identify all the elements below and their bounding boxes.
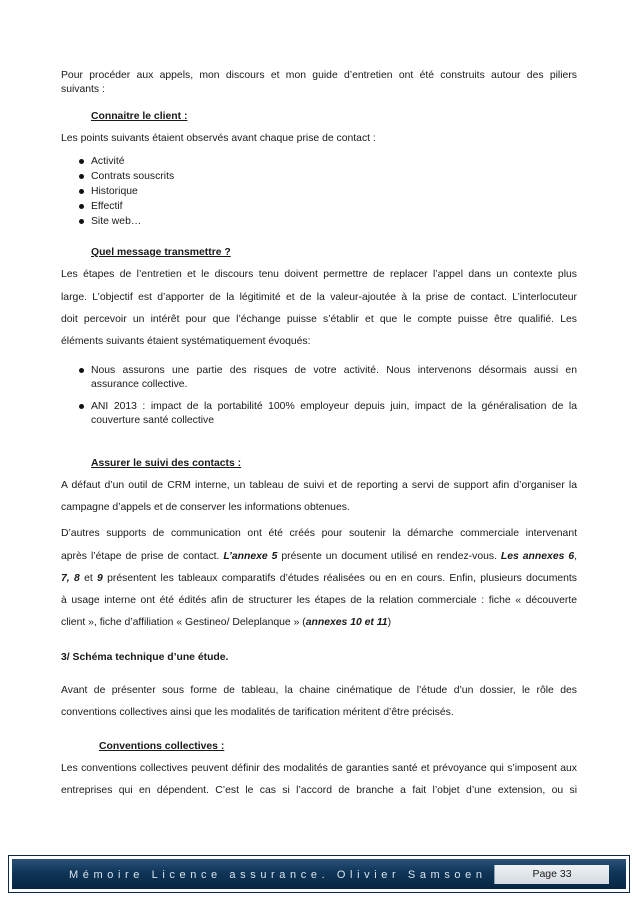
list-item: Site web… (91, 216, 142, 227)
footer-banner (12, 859, 626, 889)
paragraph-line: Les étapes de l’entretien et le discours tenu doivent permettre de replacer l’appel dans un contexte plus (61, 269, 577, 280)
text-run: présente un document utilisé en rendez-vous. (277, 551, 501, 562)
page-number: Page 33 (494, 865, 609, 884)
heading-message: Quel message transmettre ? (91, 247, 231, 258)
paragraph-line: Pour procéder aux appels, mon discours et mon guide d’entretien ont été construits autour des piliers (61, 70, 577, 81)
bullet-icon (79, 404, 84, 409)
list-item-line: assurance collective. (91, 379, 188, 390)
list-item-line: couverture santé collective (91, 415, 215, 426)
list-item: Contrats souscrits (91, 171, 175, 182)
annex-ref: 7, 8 (61, 573, 80, 584)
text-run: après l’étape de prise de contact. (61, 551, 224, 562)
bullet-icon (79, 219, 84, 224)
paragraph-line: A défaut d’un outil de CRM interne, un tableau de suivi et de reporting a servi de support afin d’organiser la (61, 480, 577, 491)
paragraph-line: Avant de présenter sous forme de tableau, la chaine cinématique de l’étude d’un dossier, le rôle des (61, 685, 577, 696)
paragraph-line: éléments suivants étaient systématiquement évoqués: (61, 336, 311, 347)
text-run: client », fiche d’affiliation « Gestineo/ Deleplanque » ( (61, 617, 306, 628)
bullet-icon (79, 368, 84, 373)
paragraph-line: doit percevoir un intérêt pour que l’échange puisse s’établir et que le compte puisse être qualifié. Les (61, 314, 577, 325)
annex-ref: 9 (97, 573, 103, 584)
text-run: et (79, 573, 98, 584)
heading-suivi-contacts: Assurer le suivi des contacts : (91, 458, 242, 469)
bullet-icon (79, 204, 84, 209)
paragraph-line: suivants : (61, 84, 105, 95)
section-title: 3/ Schéma technique d’une étude. (61, 652, 229, 663)
bullet-icon (79, 189, 84, 194)
paragraph-line: D’autres supports de communication ont été créés pour soutenir la démarche commerciale intervenant (61, 528, 577, 539)
bullet-icon (79, 159, 84, 164)
page-footer (8, 855, 630, 893)
annex-ref: annexes 10 et 11 (305, 617, 388, 628)
paragraph-line: campagne d’appels et de conserver les informations obtenues. (61, 502, 350, 513)
paragraph-line: conventions collectives ainsi que les modalités de tarification méritent d’être précisés. (61, 707, 454, 718)
heading-conventions: Conventions collectives : (99, 741, 225, 752)
list-item: Effectif (91, 201, 123, 212)
footer-title: Mémoire Licence assurance. Olivier Samsoen (69, 869, 487, 881)
text-run: ) (387, 617, 392, 628)
bullet-icon (79, 174, 84, 179)
paragraph-line: Les conventions collectives peuvent définir des modalités de garanties santé et prévoyance qui s’imposent aux (61, 763, 577, 774)
list-item-line: Nous assurons une partie des risques de votre activité. Nous intervenons désormais aussi en (91, 365, 577, 376)
paragraph-line: entreprises qui en dépendent. C’est le cas si l’accord de branche a fait l’objet d’une extension, ou si (61, 785, 577, 796)
paragraph-line (61, 572, 577, 585)
annex-ref: L’annexe 5 (223, 551, 278, 562)
paragraph-line: large. L’objectif est d’apporter de la légitimité et de la valeur-ajoutée à la prise de contact. L’interlocuteur (61, 292, 577, 303)
list-item: Historique (91, 186, 138, 197)
list-item: Activité (91, 156, 125, 167)
paragraph-line (61, 616, 391, 629)
annex-ref: Les annexes 6 (500, 551, 575, 562)
paragraph-line: Les points suivants étaient observés avant chaque prise de contact : (61, 133, 376, 144)
text-run: , (574, 551, 577, 562)
list-item-line: ANI 2013 : impact de la portabilité 100% employeur depuis juin, impact de la généralisation de la (91, 401, 577, 412)
text-run: présentent les tableaux comparatifs d’études réalisées ou en en cours. Enfin, plusieurs documents (102, 573, 577, 584)
paragraph-line: à usage interne ont été édités afin de structurer les étapes de la relation commerciale : fiche « découverte (61, 595, 577, 606)
paragraph-line (61, 550, 577, 563)
heading-connaitre-client: Connaitre le client : (91, 111, 188, 122)
